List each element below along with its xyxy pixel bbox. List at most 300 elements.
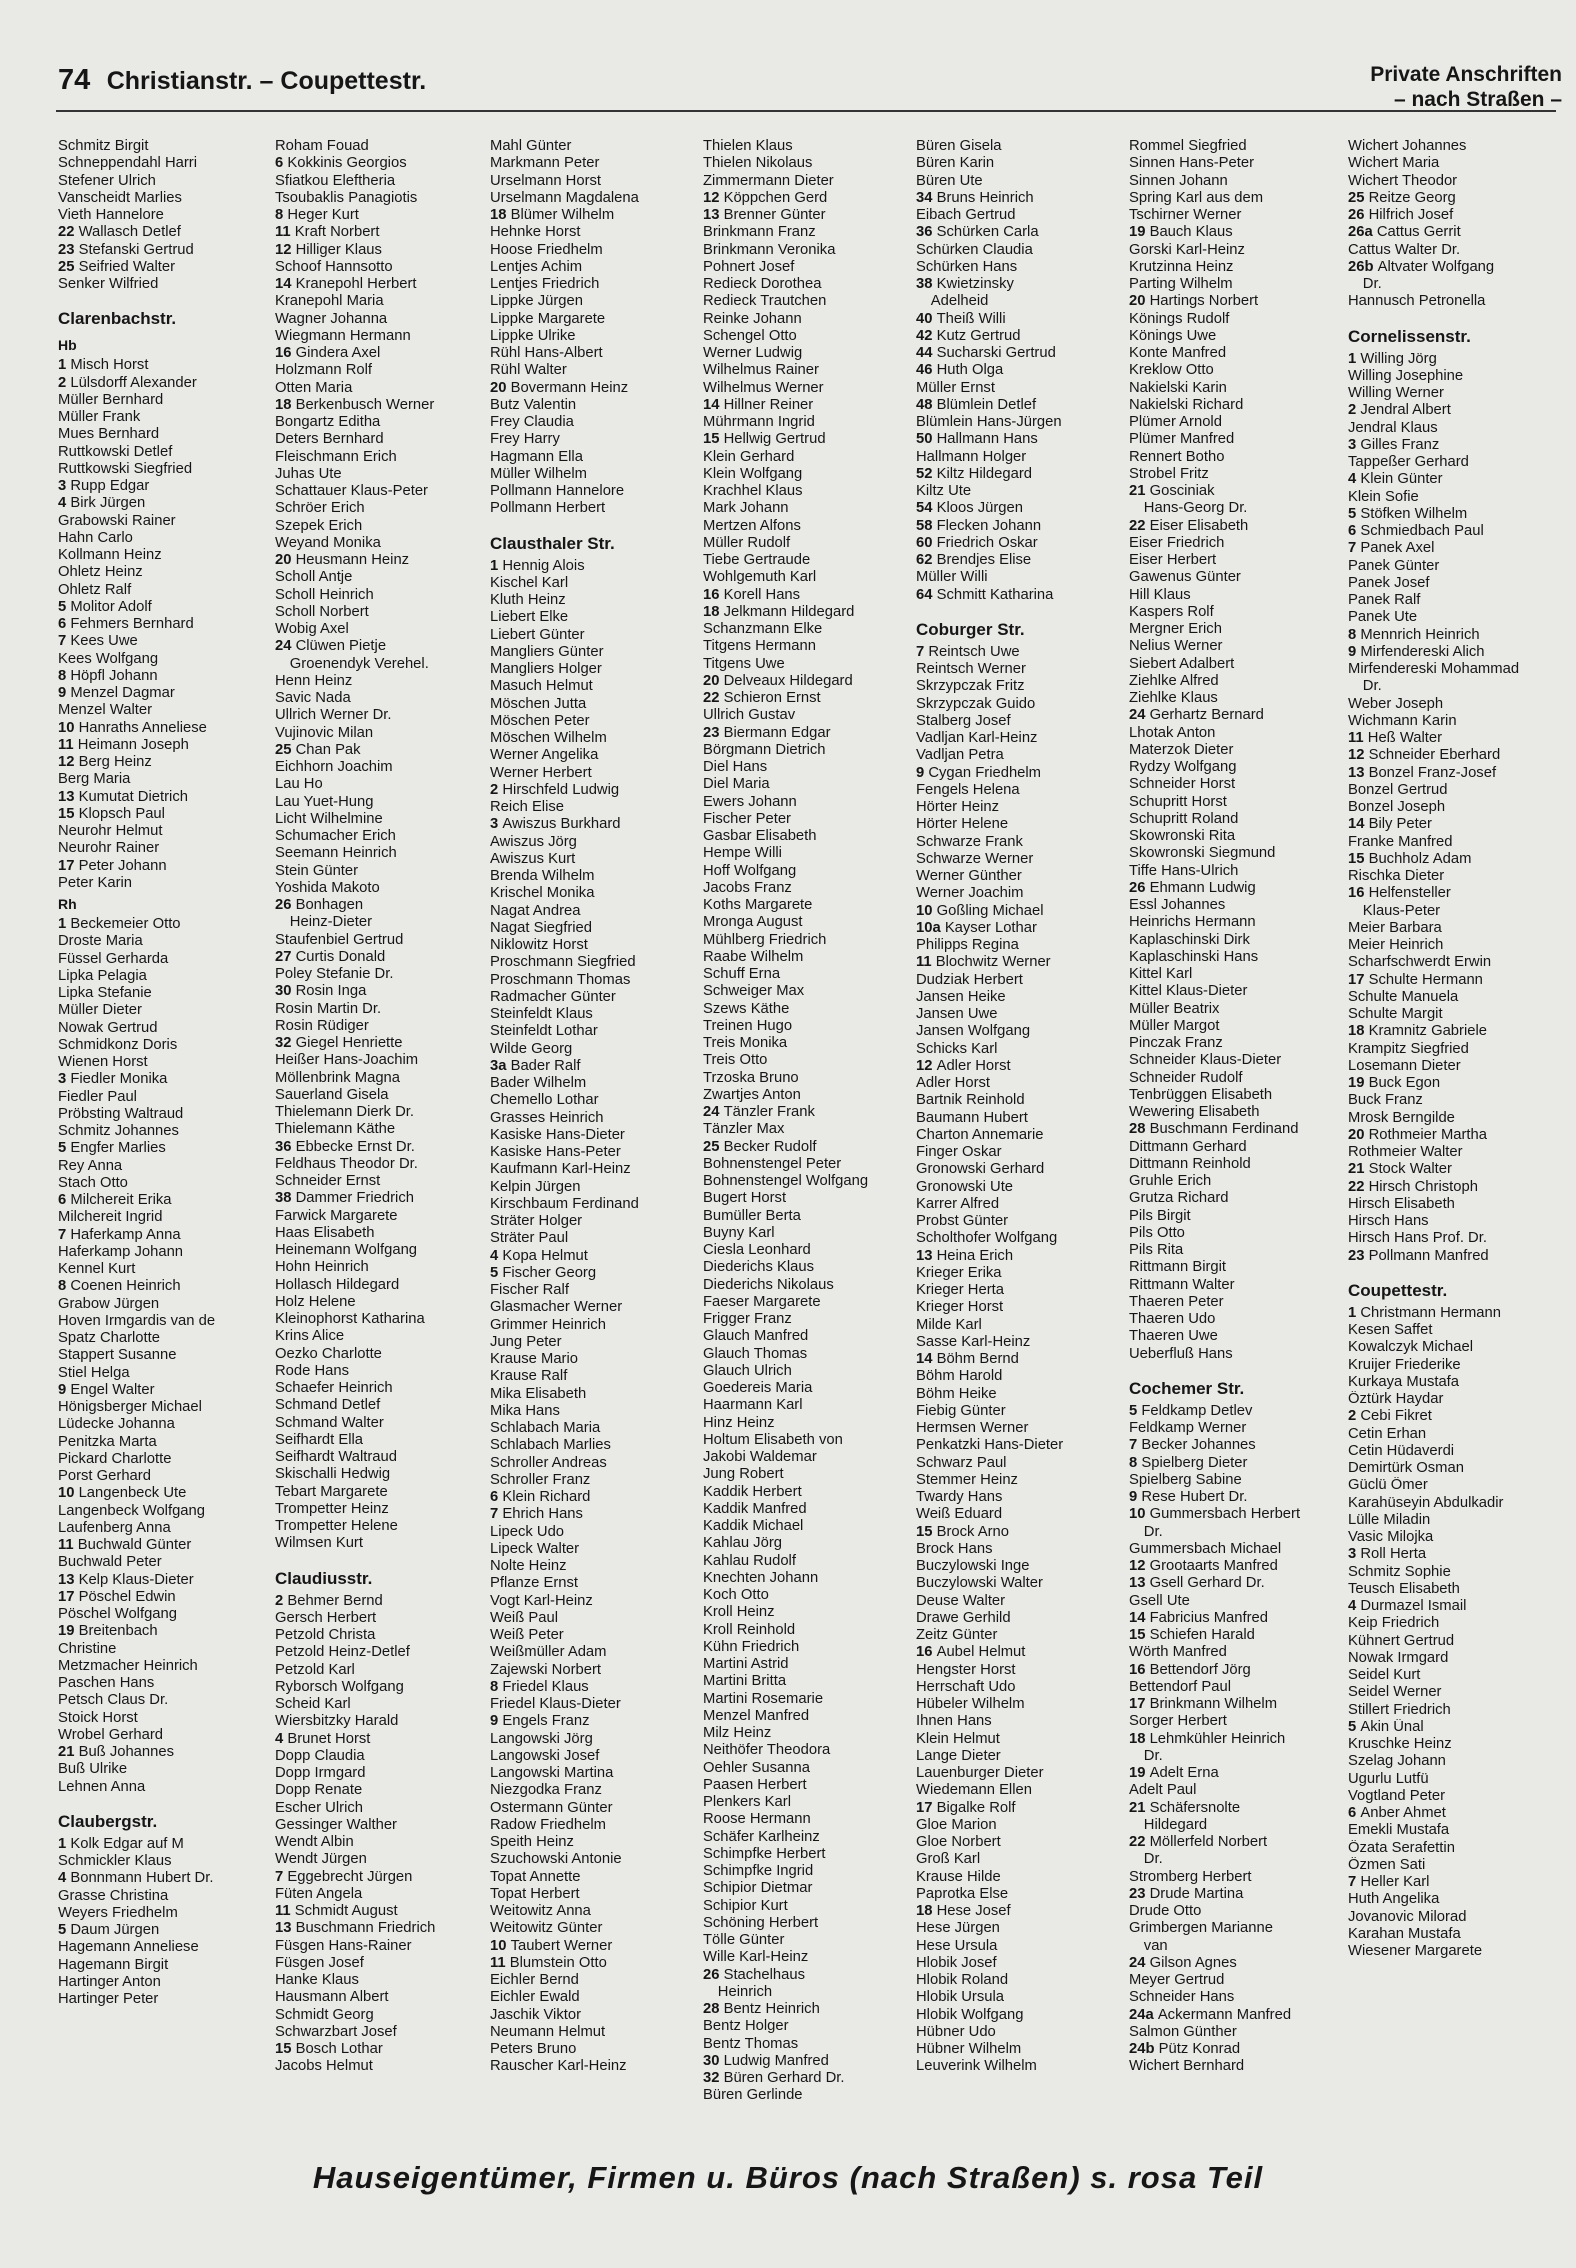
- resident-entry: 1 Misch Horst: [58, 357, 149, 374]
- resident-entry: Rosin Rüdiger: [275, 1017, 369, 1034]
- resident-entry: 22 Möllerfeld Norbert: [1129, 1834, 1268, 1850]
- resident-entry: 24 Tänzler Frank: [703, 1104, 815, 1120]
- resident-entry: Proschmann Siegfried: [490, 954, 636, 971]
- resident-entry: Hagemann Anneliese: [58, 1939, 199, 1956]
- resident-entry: Leuverink Wilhelm: [916, 2058, 1037, 2075]
- resident-entry: Juhas Ute: [275, 465, 342, 482]
- resident-entry: Schuff Erna: [703, 966, 781, 982]
- resident-entry: Büren Karin: [916, 155, 995, 172]
- resident-entry: Henn Heinz: [275, 672, 353, 689]
- resident-entry: Thaeren Uwe: [1129, 1328, 1218, 1345]
- resident-entry: Buß Ulrike: [58, 1761, 128, 1778]
- resident-entry: 11 Blumstein Otto: [490, 1954, 607, 1971]
- resident-entry: Meier Barbara: [1348, 919, 1442, 936]
- resident-entry: Öztürk Haydar: [1348, 1391, 1444, 1407]
- resident-entry: 19 Adelt Erna: [1129, 1765, 1219, 1781]
- resident-entry: 25 Seifried Walter: [58, 258, 176, 275]
- resident-entry: Steinfeldt Klaus: [490, 1006, 593, 1022]
- header-rule: [56, 110, 1556, 112]
- resident-entry: Radow Friedhelm: [490, 1816, 606, 1833]
- resident-entry: Diel Hans: [703, 759, 768, 775]
- resident-entry: Schwarze Frank: [916, 833, 1023, 850]
- resident-entry: 11 Schmidt August: [275, 1903, 398, 1919]
- resident-entry: Eichler Ewald: [490, 1989, 580, 2006]
- resident-entry: Rode Hans: [275, 1362, 350, 1379]
- resident-entry: Lipeck Udo: [490, 1523, 565, 1540]
- resident-entry: Kluth Heinz: [490, 592, 566, 608]
- resident-entry: Holtum Elisabeth von: [703, 1431, 843, 1448]
- resident-entry: Schwarzbart Josef: [275, 2023, 397, 2040]
- resident-entry: Börgmann Dietrich: [703, 741, 826, 758]
- resident-entry: Schlabach Marlies: [490, 1437, 611, 1454]
- resident-entry: Jendral Klaus: [1348, 419, 1438, 436]
- resident-entry: 28 Buschmann Ferdinand: [1129, 1121, 1299, 1138]
- resident-entry: Müller Beatrix: [1129, 1000, 1220, 1017]
- resident-entry: Reich Elise: [490, 799, 565, 815]
- resident-entry: Kasiske Hans-Peter: [490, 1144, 621, 1160]
- resident-entry: 12 Köppchen Gerd: [703, 189, 828, 206]
- resident-entry: Penitzka Marta: [58, 1433, 157, 1450]
- resident-entry: Liebert Elke: [490, 609, 569, 626]
- resident-entry: Schmand Walter: [275, 1414, 384, 1431]
- resident-entry: 9 Cygan Friedhelm: [916, 764, 1042, 781]
- resident-entry: Nakielski Karin: [1129, 379, 1227, 396]
- resident-entry: Meier Heinrich: [1348, 937, 1444, 953]
- resident-entry: Bentz Thomas: [703, 2035, 799, 2052]
- resident-entry: Wille Karl-Heinz: [703, 1949, 809, 1966]
- resident-entry: 24 Clüwen Pietje: [275, 638, 387, 655]
- resident-entry: Hörter Helene: [916, 816, 1009, 833]
- resident-entry: 13 Bonzel Franz-Josef: [1348, 764, 1497, 781]
- resident-entry: Kaddik Michael: [703, 1518, 804, 1534]
- resident-entry: Kahlau Jörg: [703, 1535, 782, 1552]
- resident-entry: 58 Flecken Johann: [916, 517, 1042, 534]
- resident-entry: Wörth Manfred: [1129, 1644, 1227, 1661]
- resident-entry: Nowak Gertrud: [58, 1019, 158, 1036]
- resident-entry: Hengster Horst: [916, 1661, 1016, 1678]
- resident-entry: Hese Ursula: [916, 1937, 998, 1954]
- resident-entry: Bader Wilhelm: [490, 1075, 587, 1091]
- resident-entry: Hirsch Hans Prof. Dr.: [1348, 1230, 1487, 1247]
- resident-entry: Awiszus Jörg: [490, 833, 577, 850]
- resident-entry: Buyny Karl: [703, 1224, 775, 1241]
- resident-entry: Büren Ute: [916, 172, 983, 189]
- resident-entry: Droste Maria: [58, 933, 143, 950]
- resident-entry: van: [1129, 1937, 1168, 1954]
- resident-entry: Schmickler Klaus: [58, 1853, 172, 1869]
- resident-entry: Nelius Werner: [1129, 638, 1223, 655]
- resident-entry: Wewering Elisabeth: [1129, 1104, 1260, 1120]
- resident-entry: Schneider Rudolf: [1129, 1069, 1243, 1086]
- resident-entry: Vadljan Karl-Heinz: [916, 730, 1038, 746]
- resident-entry: Thielemann Dierk Dr.: [275, 1104, 414, 1120]
- resident-entry: 26b Altvater Wolfgang: [1348, 258, 1495, 275]
- resident-entry: Ullrich Werner Dr.: [275, 707, 392, 724]
- resident-entry: Knechten Johann: [703, 1569, 819, 1586]
- resident-entry: Mronga August: [703, 914, 803, 931]
- resident-entry: Buchwald Peter: [58, 1554, 162, 1571]
- resident-entry: 15 Buchholz Adam: [1348, 850, 1472, 867]
- resident-entry: 21 Buß Johannes: [58, 1744, 174, 1760]
- resident-entry: Weiß Eduard: [916, 1506, 1003, 1523]
- resident-entry: Parting Wilhelm: [1129, 276, 1233, 292]
- resident-entry: 19 Bauch Klaus: [1129, 224, 1233, 241]
- directory-column-6: [1129, 138, 1341, 2076]
- resident-entry: Stiel Helga: [58, 1364, 130, 1381]
- resident-entry: Bohnenstengel Peter: [703, 1155, 842, 1172]
- resident-entry: 3 Rupp Edgar: [58, 478, 150, 494]
- resident-entry: Gronowski Ute: [916, 1178, 1014, 1195]
- resident-entry: Ziehlke Alfred: [1129, 672, 1219, 689]
- resident-entry: Pils Rita: [1129, 1242, 1184, 1258]
- resident-entry: Lau Ho: [275, 776, 323, 793]
- resident-entry: Ueberfluß Hans: [1129, 1345, 1233, 1362]
- resident-entry: Skrzypczak Fritz: [916, 678, 1025, 695]
- resident-entry: 12 Berg Heinz: [58, 754, 152, 770]
- resident-entry: Jaschik Viktor: [490, 2006, 582, 2023]
- resident-entry: Bonzel Gertrud: [1348, 781, 1448, 798]
- resident-entry: Grutza Richard: [1129, 1190, 1229, 1207]
- resident-entry: Schwarze Werner: [916, 850, 1034, 867]
- resident-entry: Fischer Peter: [703, 810, 791, 827]
- resident-entry: Schipior Dietmar: [703, 1880, 813, 1897]
- resident-entry: Buczylowski Inge: [916, 1558, 1030, 1574]
- resident-entry: Urselmann Magdalena: [490, 189, 639, 206]
- resident-entry: Dr.: [1348, 276, 1382, 292]
- resident-entry: Ciesla Leonhard: [703, 1242, 811, 1258]
- resident-entry: Mrosk Berngilde: [1348, 1109, 1455, 1126]
- section-subtitle: – nach Straßen –: [1393, 88, 1562, 111]
- resident-entry: Scholl Heinrich: [275, 586, 374, 603]
- resident-entry: Zwartjes Anton: [703, 1086, 801, 1103]
- resident-entry: Scharfschwerdt Erwin: [1348, 954, 1492, 971]
- resident-entry: 3 Fiedler Monika: [58, 1071, 168, 1088]
- resident-entry: 2 Hirschfeld Ludwig: [490, 781, 620, 798]
- resident-entry: 12 Grootaarts Manfred: [1129, 1558, 1278, 1574]
- resident-entry: Krause Mario: [490, 1351, 578, 1367]
- resident-entry: Petzold Karl: [275, 1661, 355, 1678]
- resident-entry: Friedel Klaus-Dieter: [490, 1696, 621, 1712]
- resident-entry: Adler Horst: [916, 1075, 991, 1091]
- resident-entry: Thielen Klaus: [703, 138, 793, 154]
- street-heading: Coburger Str.: [916, 619, 1025, 639]
- resident-entry: Wobig Axel: [275, 621, 349, 637]
- resident-entry: Spatz Charlotte: [58, 1330, 160, 1346]
- resident-entry: 6 Klein Richard: [490, 1489, 591, 1505]
- resident-entry: Martini Astrid: [703, 1656, 789, 1672]
- resident-entry: Ryborsch Wolfgang: [275, 1678, 404, 1695]
- resident-entry: Böhm Heike: [916, 1385, 997, 1402]
- resident-entry: Jovanovic Milorad: [1348, 1908, 1467, 1925]
- resident-entry: Hallmann Holger: [916, 448, 1027, 465]
- resident-entry: Skischalli Hedwig: [275, 1466, 391, 1483]
- resident-entry: Petsch Claus Dr.: [58, 1692, 169, 1709]
- resident-entry: Gawenus Günter: [1129, 569, 1241, 586]
- resident-entry: Ihnen Hans: [916, 1713, 992, 1730]
- resident-entry: Oezko Charlotte: [275, 1345, 382, 1362]
- resident-entry: Koch Otto: [703, 1587, 769, 1603]
- resident-entry: 22 Hirsch Christoph: [1348, 1178, 1478, 1195]
- resident-entry: Mangliers Günter: [490, 643, 604, 660]
- resident-entry: Stillert Friedrich: [1348, 1701, 1451, 1718]
- resident-entry: Schupritt Horst: [1129, 793, 1227, 810]
- resident-entry: Tenbrüggen Elisabeth: [1129, 1086, 1273, 1103]
- resident-entry: 32 Giegel Henriette: [275, 1035, 403, 1051]
- resident-entry: Bettendorf Paul: [1129, 1678, 1232, 1695]
- resident-entry: Mark Johann: [703, 500, 789, 517]
- resident-entry: Langowski Jörg: [490, 1730, 593, 1747]
- resident-entry: 18 Blümer Wilhelm: [490, 207, 615, 223]
- resident-entry: Frey Harry: [490, 431, 560, 448]
- resident-entry: Titgens Uwe: [703, 655, 785, 672]
- resident-entry: 30 Rosin Inga: [275, 983, 367, 1000]
- resident-entry: Adelheid: [916, 293, 989, 310]
- resident-entry: Karahüseyin Abdulkadir: [1348, 1494, 1504, 1511]
- resident-entry: Kroll Heinz: [703, 1604, 775, 1621]
- resident-entry: 28 Bentz Heinrich: [703, 2001, 820, 2017]
- resident-entry: Wiesener Margarete: [1348, 1943, 1483, 1959]
- resident-entry: Mirfendereski Mohammad: [1348, 661, 1520, 677]
- resident-entry: Langowski Martina: [490, 1765, 614, 1781]
- resident-entry: Hoose Friedhelm: [490, 241, 603, 258]
- resident-entry: Hagemann Birgit: [58, 1956, 169, 1973]
- resident-entry: Wichert Bernhard: [1129, 2058, 1245, 2075]
- resident-entry: Kaufmann Karl-Heinz: [490, 1161, 631, 1178]
- resident-entry: Konte Manfred: [1129, 345, 1227, 361]
- resident-entry: 26 Hilfrich Josef: [1348, 207, 1454, 223]
- resident-entry: Gessinger Walther: [275, 1816, 397, 1833]
- resident-entry: 18 Lehmkühler Heinrich: [1129, 1730, 1286, 1747]
- resident-entry: Treis Monika: [703, 1035, 788, 1051]
- resident-entry: Schmidkonz Doris: [58, 1036, 178, 1053]
- resident-entry: Seidel Werner: [1348, 1684, 1442, 1701]
- resident-entry: Schicks Karl: [916, 1040, 998, 1057]
- resident-entry: Sasse Karl-Heinz: [916, 1333, 1031, 1350]
- resident-entry: 3 Roll Herta: [1348, 1546, 1427, 1563]
- resident-entry: Wagner Johanna: [275, 310, 388, 327]
- resident-entry: Stappert Susanne: [58, 1347, 177, 1364]
- resident-entry: Titgens Hermann: [703, 638, 816, 655]
- resident-entry: Escher Ulrich: [275, 1799, 363, 1816]
- resident-entry: Hlobik Ursula: [916, 1989, 1004, 2006]
- resident-entry: 3 Gilles Franz: [1348, 436, 1440, 453]
- resident-entry: Groenendyk Verehel.: [275, 655, 429, 672]
- resident-entry: Vogt Karl-Heinz: [490, 1592, 593, 1609]
- resident-entry: Ullrich Gustav: [703, 707, 796, 724]
- resident-entry: Krischel Monika: [490, 885, 595, 902]
- resident-entry: Hill Klaus: [1129, 586, 1191, 603]
- resident-entry: Hausmann Albert: [275, 1989, 389, 2006]
- resident-entry: 5 Akin Ünal: [1348, 1718, 1424, 1735]
- resident-entry: Milchereit Ingrid: [58, 1209, 163, 1226]
- resident-entry: Kelpin Jürgen: [490, 1178, 581, 1195]
- resident-entry: Stalberg Josef: [916, 712, 1011, 729]
- resident-entry: Chemello Lothar: [490, 1092, 599, 1109]
- resident-entry: Dopp Claudia: [275, 1747, 365, 1764]
- resident-entry: Seemann Heinrich: [275, 845, 397, 862]
- resident-entry: Lau Yuet-Hung: [275, 793, 374, 810]
- resident-entry: 11 Blochwitz Werner: [916, 954, 1051, 971]
- resident-entry: Rey Anna: [58, 1157, 123, 1174]
- street-heading: Claudiusstr.: [275, 1568, 373, 1588]
- resident-entry: 30 Ludwig Manfred: [703, 2052, 829, 2069]
- resident-entry: Füten Angela: [275, 1885, 363, 1902]
- resident-entry: Paasen Herbert: [703, 1776, 807, 1793]
- resident-entry: Topat Herbert: [490, 1885, 580, 1902]
- resident-entry: Roose Hermann: [703, 1811, 811, 1828]
- resident-entry: Möschen Peter: [490, 712, 590, 729]
- resident-entry: Hönigsberger Michael: [58, 1399, 202, 1415]
- resident-entry: Schöning Herbert: [703, 1914, 819, 1931]
- resident-entry: Ohletz Ralf: [58, 581, 132, 598]
- resident-entry: Böhm Harold: [916, 1368, 1003, 1385]
- resident-entry: Plenkers Karl: [703, 1794, 791, 1810]
- resident-entry: Kowalczyk Michael: [1348, 1339, 1473, 1356]
- resident-entry: Dopp Irmgard: [275, 1765, 366, 1781]
- resident-entry: Berg Maria: [58, 771, 131, 788]
- resident-entry: 9 Rese Hubert Dr.: [1129, 1489, 1248, 1505]
- resident-entry: Müller Wilhelm: [490, 465, 588, 482]
- resident-entry: Lhotak Anton: [1129, 724, 1216, 741]
- resident-entry: Lipka Stefanie: [58, 985, 152, 1001]
- resident-entry: Schumacher Erich: [275, 828, 396, 844]
- resident-entry: Schmitz Johannes: [58, 1123, 179, 1139]
- resident-entry: 2 Behmer Bernd: [275, 1592, 383, 1609]
- resident-entry: Dopp Renate: [275, 1782, 363, 1799]
- resident-entry: Jacobs Franz: [703, 879, 792, 896]
- resident-entry: Wiegmann Hermann: [275, 327, 411, 344]
- resident-entry: 23 Biermann Edgar: [703, 724, 831, 741]
- resident-entry: Adelt Paul: [1129, 1782, 1197, 1799]
- resident-entry: 23 Pollmann Manfred: [1348, 1247, 1489, 1264]
- resident-entry: 20 Bovermann Heinz: [490, 379, 629, 396]
- resident-entry: Stach Otto: [58, 1174, 128, 1191]
- resident-entry: Kühn Friedrich: [703, 1638, 800, 1655]
- resident-entry: Bohnenstengel Wolfgang: [703, 1173, 869, 1189]
- resident-entry: Panek Ralf: [1348, 592, 1421, 608]
- resident-entry: Füsgen Josef: [275, 1954, 364, 1971]
- resident-entry: 9 Menzel Dagmar: [58, 685, 175, 701]
- resident-entry: Szepek Erich: [275, 517, 363, 534]
- resident-entry: Kaddik Manfred: [703, 1500, 807, 1517]
- resident-entry: Seidel Kurt: [1348, 1667, 1421, 1683]
- resident-entry: Heinrichs Hermann: [1129, 914, 1256, 931]
- resident-entry: Dr.: [1129, 1747, 1163, 1764]
- resident-entry: Markmann Peter: [490, 155, 600, 172]
- resident-entry: Vanscheidt Marlies: [58, 189, 182, 206]
- resident-entry: Sträter Paul: [490, 1230, 569, 1247]
- resident-entry: 1 Beckemeier Otto: [58, 916, 181, 932]
- resident-entry: Skrzypczak Guido: [916, 695, 1036, 712]
- resident-entry: Otten Maria: [275, 379, 353, 396]
- resident-entry: 13 Buschmann Friedrich: [275, 1920, 436, 1937]
- resident-entry: Grabow Jürgen: [58, 1295, 160, 1312]
- resident-entry: 48 Blümlein Detlef: [916, 396, 1037, 413]
- resident-entry: Willing Werner: [1348, 385, 1444, 401]
- resident-entry: Müller Willi: [916, 569, 988, 586]
- resident-entry: Neurohr Helmut: [58, 823, 163, 839]
- resident-entry: Cetin Hüdaverdi: [1348, 1442, 1455, 1459]
- resident-entry: Wendt Albin: [275, 1834, 354, 1850]
- resident-entry: Möllenbrink Magna: [275, 1069, 401, 1086]
- directory-column-5: [916, 138, 1128, 2076]
- resident-entry: Kasiske Hans-Dieter: [490, 1126, 625, 1143]
- resident-entry: 11 Heß Walter: [1348, 730, 1443, 746]
- resident-entry: 9 Mirfendereski Alich: [1348, 643, 1485, 660]
- resident-entry: Wrobel Gerhard: [58, 1726, 163, 1743]
- resident-entry: Schupritt Roland: [1129, 810, 1239, 827]
- resident-entry: Haas Elisabeth: [275, 1224, 375, 1241]
- resident-entry: Wichert Theodor: [1348, 172, 1458, 189]
- resident-entry: Lipka Pelagia: [58, 967, 147, 984]
- resident-entry: Rischka Dieter: [1348, 868, 1445, 884]
- resident-entry: 16 Gindera Axel: [275, 345, 381, 361]
- resident-entry: Schäfer Karlheinz: [703, 1828, 820, 1845]
- resident-entry: Mahl Günter: [490, 138, 572, 154]
- resident-entry: Dudziak Herbert: [916, 971, 1023, 988]
- resident-entry: Lippke Jürgen: [490, 293, 583, 310]
- footer-note: Hauseigentümer, Firmen u. Büros (nach Straßen) s. rosa Teil: [312, 2160, 1264, 2195]
- resident-entry: Weiß Peter: [490, 1627, 564, 1643]
- resident-entry: Holzmann Rolf: [275, 362, 373, 379]
- resident-entry: Bugert Horst: [703, 1190, 787, 1207]
- resident-entry: Schneider Ernst: [275, 1173, 381, 1189]
- district-label: Rh: [58, 896, 77, 912]
- street-heading: Cornelissenstr.: [1348, 326, 1471, 346]
- resident-entry: 2 Jendral Albert: [1348, 402, 1451, 419]
- resident-entry: Oehler Susanna: [703, 1759, 810, 1776]
- resident-entry: Brock Hans: [916, 1540, 993, 1557]
- resident-entry: Sträter Holger: [490, 1213, 583, 1229]
- resident-entry: Sfiatkou Eleftheria: [275, 172, 396, 189]
- resident-entry: Kruijer Friederike: [1348, 1356, 1461, 1373]
- resident-entry: Kleinophorst Katharina: [275, 1311, 425, 1327]
- resident-entry: Savic Nada: [275, 690, 351, 706]
- resident-entry: Dr.: [1129, 1851, 1163, 1868]
- resident-entry: Scheid Karl: [275, 1696, 351, 1712]
- resident-entry: 22 Eiser Elisabeth: [1129, 517, 1249, 534]
- resident-entry: Lentjes Friedrich: [490, 276, 600, 292]
- resident-entry: Sorger Herbert: [1129, 1713, 1227, 1730]
- resident-entry: Thielen Nikolaus: [703, 155, 813, 172]
- resident-entry: Franke Manfred: [1348, 833, 1453, 850]
- resident-entry: Gruhle Erich: [1129, 1173, 1212, 1189]
- resident-entry: Hartinger Anton: [58, 1973, 161, 1990]
- resident-entry: 14 Fabricius Manfred: [1129, 1609, 1268, 1626]
- resident-entry: Wilhelmus Werner: [703, 379, 824, 396]
- resident-entry: Topat Annette: [490, 1868, 581, 1885]
- resident-entry: Wendt Jürgen: [275, 1851, 367, 1868]
- resident-entry: Nakielski Richard: [1129, 396, 1244, 413]
- resident-entry: 20 Heusmann Heinz: [275, 552, 410, 568]
- resident-entry: Diederichs Klaus: [703, 1259, 815, 1276]
- resident-entry: 4 Bonnmann Hubert Dr.: [58, 1870, 214, 1887]
- resident-entry: Karrer Alfred: [916, 1195, 1000, 1212]
- resident-entry: Gummersbach Michael: [1129, 1540, 1282, 1557]
- resident-entry: 10a Kayser Lothar: [916, 919, 1037, 936]
- resident-entry: Schürken Claudia: [916, 241, 1033, 258]
- resident-entry: 17 Brinkmann Wilhelm: [1129, 1696, 1278, 1712]
- resident-entry: Lippke Margarete: [490, 310, 606, 327]
- resident-entry: 1 Willing Jörg: [1348, 350, 1437, 367]
- page-number: 74: [58, 64, 91, 96]
- resident-entry: 26a Cattus Gerrit: [1348, 224, 1461, 241]
- resident-entry: Roham Fouad: [275, 138, 369, 154]
- resident-entry: Gorski Karl-Heinz: [1129, 241, 1245, 258]
- resident-entry: Zajewski Norbert: [490, 1661, 602, 1678]
- resident-entry: Schattauer Klaus-Peter: [275, 483, 428, 499]
- resident-entry: Schroller Andreas: [490, 1454, 607, 1471]
